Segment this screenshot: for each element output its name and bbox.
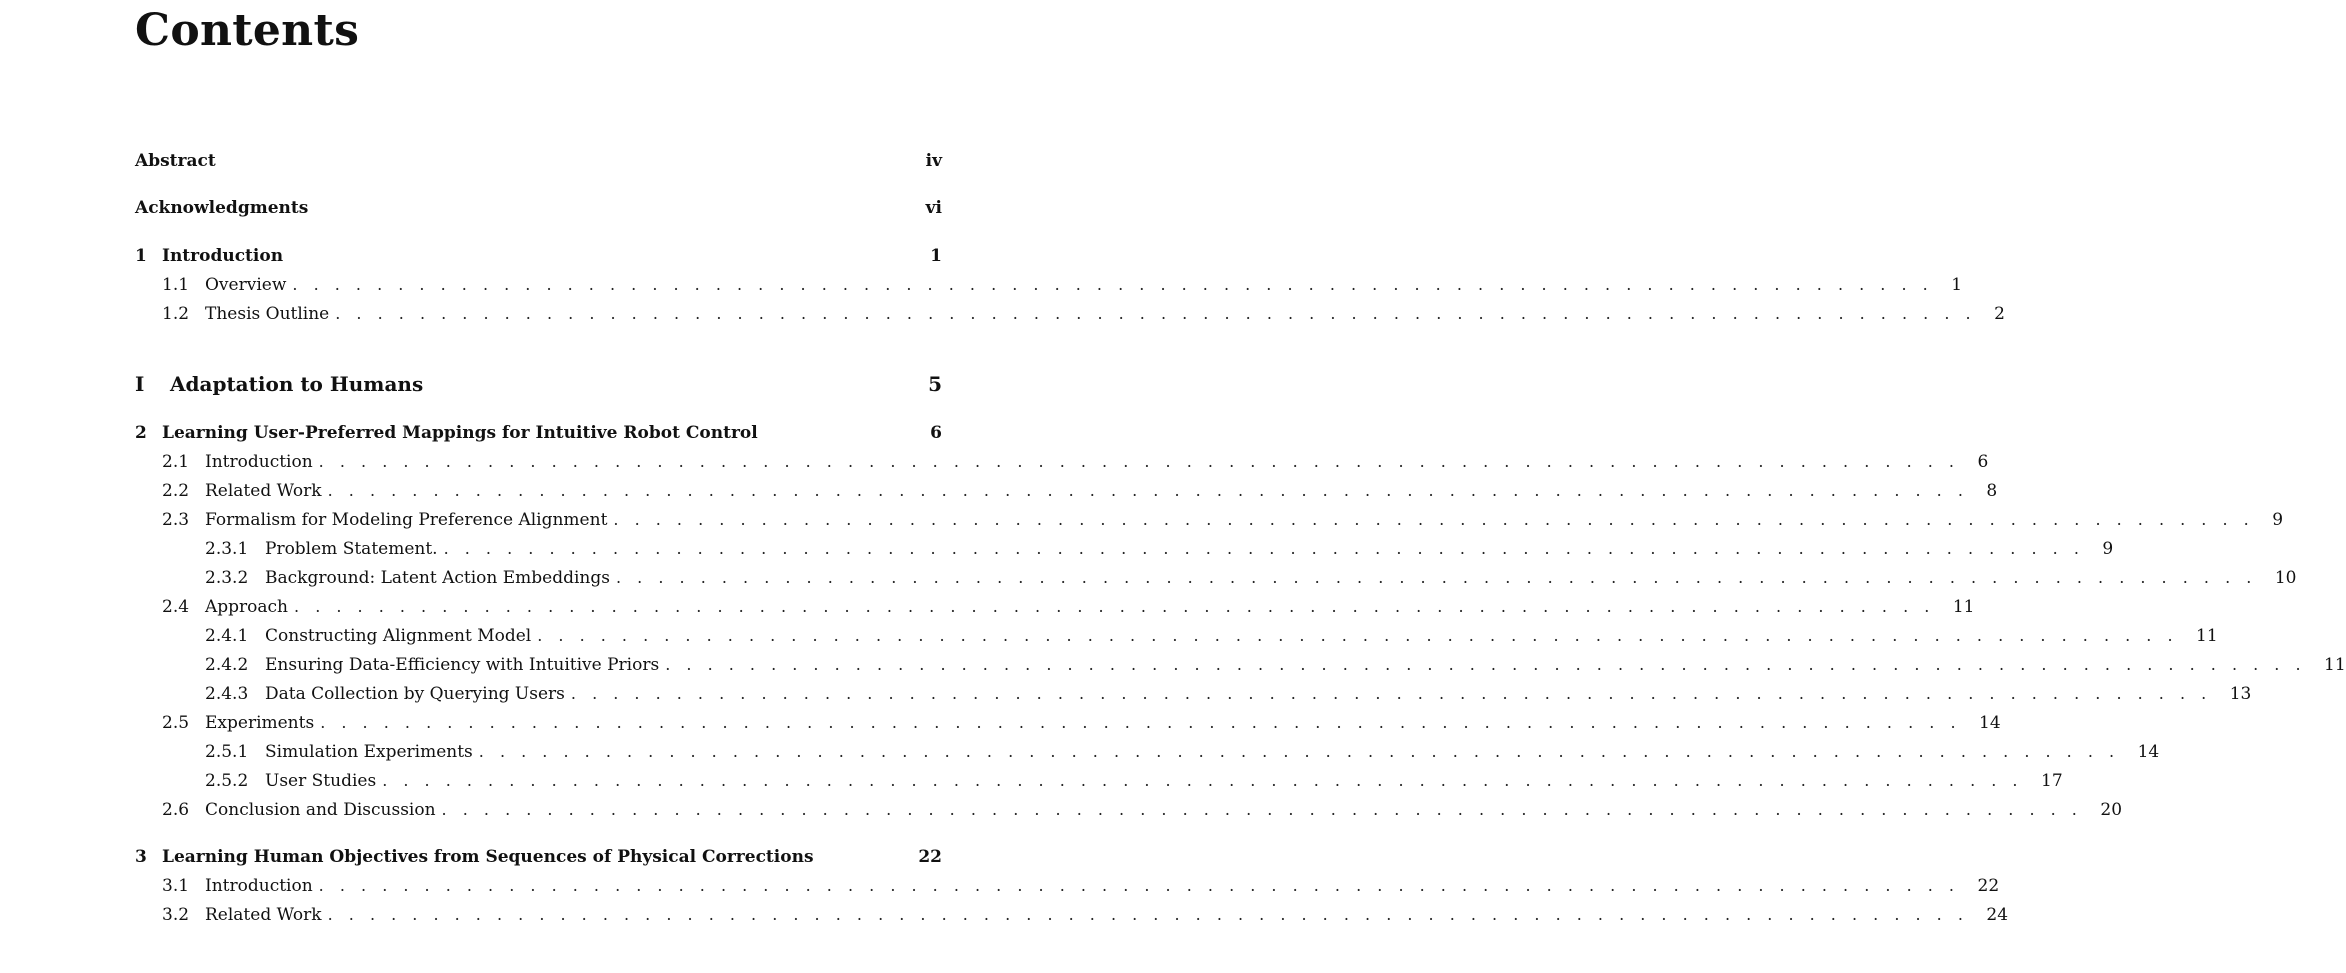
toc-dot-leader: . . . . . . . . . . . . . . . . . . . . . . . . . . . . . . . . . . . . . . . . . . . . . . . . . . . . . . . . . . . . . . . . . . . . . . . . . . . . . . [443,539,2085,558]
toc-dot-leader: . . . . . . . . . . . . . . . . . . . . . . . . . . . . . . . . . . . . . . . . . . . . . . . . . . . . . . . . . . . . . . . . . . . . . . . . . . . . . . [570,684,2212,703]
toc-page-number: 5 [928,372,942,396]
toc-page-number: 1 [930,246,942,266]
toc-dot-leader: . . . . . . . . . . . . . . . . . . . . . . . . . . . . . . . . . . . . . . . . . . . . . . . . . . . . . . . . . . . . . . . . . . . . . . . . . . . . . . [318,452,1960,471]
toc-section-number: 2.3 [162,510,190,530]
toc-section-3-1[interactable] [135,876,2000,900]
toc-subsection-2-4-2[interactable] [135,655,2346,679]
toc-dot-leader: . . . . . . . . . . . . . . . . . . . . . . . . . . . . . . . . . . . . . . . . . . . . . . . . . . . . . . . . . . . . . . . . . . . . . . . . . . . . . . [441,800,2083,819]
toc-page-number: 14 [2137,742,2160,762]
toc-section-number: 1.1 [162,275,190,295]
toc-page-number: 8 [1986,481,1998,501]
toc-subsection-number: 2.4.3 [205,684,249,704]
toc-subsection-number: 2.4.1 [205,626,249,646]
toc-page-number: 20 [2100,800,2123,820]
toc-page-number: 24 [1986,905,2009,925]
toc-page-number: 11 [2196,626,2218,646]
toc-entry-title: Related Work [205,481,322,501]
toc-subsection-number: 2.3.1 [205,539,249,559]
toc-subsection-2-5-2[interactable] [135,771,2063,795]
toc-section-2-5[interactable] [135,713,2001,737]
toc-dot-leader: . . . . . . . . . . . . . . . . . . . . . . . . . . . . . . . . . . . . . . . . . . . . . . . . . . . . . . . . . . . . . . . . . . . . . . . . . . . . . . [327,905,1969,924]
toc-entry-title: Introduction [162,246,284,266]
toc-page-number: 17 [2041,771,2063,791]
toc-section-number: 2.6 [162,800,190,820]
toc-subsection-2-5-1[interactable] [135,742,2160,766]
toc-dot-leader: . . . . . . . . . . . . . . . . . . . . . . . . . . . . . . . . . . . . . . . . . . . . . . . . . . . . . . . . . . . . . . . . . . . . . . . . . . . . . . [327,481,1969,500]
toc-chapter-3[interactable] [135,847,942,871]
toc-section-number: 3.2 [162,905,190,925]
toc-entry-title: Approach [205,597,289,617]
toc-entry-title: Problem Statement. [265,539,438,559]
toc-page-number: 2 [1994,304,2005,324]
toc-section-1-1[interactable] [135,275,1963,299]
toc-page-number: 13 [2229,684,2252,704]
toc-chapter-number: 3 [135,847,147,867]
toc-page-number: 11 [2324,655,2346,675]
toc-entry-title: Introduction [205,876,313,896]
toc-section-2-3[interactable] [135,510,2284,534]
toc-dot-leader: . . . . . . . . . . . . . . . . . . . . . . . . . . . . . . . . . . . . . . . . . . . . . . . . . . . . . . . . . . . . . . . . . . . . . . . . . . . . . . [320,713,1962,732]
toc-section-number: 2.5 [162,713,190,733]
toc-section-2-1[interactable] [135,452,1989,476]
toc-entry-title: Conclusion and Discussion [205,800,436,820]
toc-subsection-2-4-3[interactable] [135,684,2252,708]
toc-subsection-2-4-1[interactable] [135,626,2218,650]
toc-chapter-number: 1 [135,246,147,266]
toc-section-number: 2.2 [162,481,190,501]
toc-entry-title: Simulation Experiments [265,742,473,762]
toc-page-number: 6 [1977,452,1989,472]
toc-subsection-number: 2.5.1 [205,742,249,762]
toc-section-1-2[interactable] [135,304,2005,328]
toc-page-number: 11 [1952,597,1975,617]
toc-dot-leader: . . . . . . . . . . . . . . . . . . . . . . . . . . . . . . . . . . . . . . . . . . . . . . . . . . . . . . . . . . . . . . . . . . . . . . . . . . . . . . [665,655,2307,674]
toc-entry-title: Abstract [135,151,216,171]
toc-entry-acknowledgments[interactable] [135,198,942,222]
toc-page-number: 10 [2274,568,2297,588]
toc-section-2-6[interactable] [135,800,2123,824]
toc-section-number: 2.1 [162,452,190,472]
toc-part-1[interactable] [135,372,942,396]
toc-section-number: 1.2 [162,304,190,324]
toc-dot-leader: . . . . . . . . . . . . . . . . . . . . . . . . . . . . . . . . . . . . . . . . . . . . . . . . . . . . . . . . . . . . . . . . . . . . . . . . . . . . . . [613,510,2255,529]
toc-subsection-number: 2.5.2 [205,771,249,791]
toc-section-number: 3.1 [162,876,190,896]
toc-entry-title: Learning Human Objectives from Sequences of Physical Corrections [162,847,814,867]
toc-part-number: I [135,372,145,396]
toc-entry-title: Ensuring Data-Efficiency with Intuitive Priors [265,655,660,675]
toc-section-number: 2.4 [162,597,190,617]
toc-subsection-2-3-2[interactable] [135,568,2297,592]
toc-entry-title: Introduction [205,452,313,472]
toc-entry-title: Experiments [205,713,315,733]
toc-entry-title: User Studies [265,771,377,791]
toc-page-number: 14 [1979,713,2001,733]
toc-chapter-number: 2 [135,423,147,443]
toc-dot-leader: . . . . . . . . . . . . . . . . . . . . . . . . . . . . . . . . . . . . . . . . . . . . . . . . . . . . . . . . . . . . . . . . . . . . . . . . . . . . . . [318,876,1960,895]
toc-dot-leader: . . . . . . . . . . . . . . . . . . . . . . . . . . . . . . . . . . . . . . . . . . . . . . . . . . . . . . . . . . . . . . . . . . . . . . . . . . . . . . [292,275,1934,294]
toc-page-number: 22 [918,847,942,867]
toc-section-2-4[interactable] [135,597,1975,621]
toc-subsection-2-3-1[interactable] [135,539,2114,563]
toc-subsection-number: 2.3.2 [205,568,249,588]
toc-entry-title: Overview [205,275,287,295]
toc-page-number: 9 [2272,510,2284,530]
page-title: Contents [135,5,360,56]
toc-page-number: 6 [930,423,942,443]
toc-entry-title: Thesis Outline [205,304,330,324]
toc-page-number: 9 [2102,539,2114,559]
toc-dot-leader: . . . . . . . . . . . . . . . . . . . . . . . . . . . . . . . . . . . . . . . . . . . . . . . . . . . . . . . . . . . . . . . . . . . . . . . . . . . . . . [294,597,1935,616]
toc-page-number: 22 [1977,876,2000,896]
toc-entry-title: Data Collection by Querying Users [265,684,565,704]
toc-dot-leader: . . . . . . . . . . . . . . . . . . . . . . . . . . . . . . . . . . . . . . . . . . . . . . . . . . . . . . . . . . . . . . . . . . . . . . . . . . . . . . [382,771,2024,790]
toc-chapter-1[interactable] [135,246,942,270]
toc-section-3-2[interactable] [135,905,2009,929]
toc-entry-title: Constructing Alignment Model [265,626,532,646]
toc-page-number: iv [925,151,942,171]
toc-page-number: 1 [1951,275,1963,295]
toc-subsection-number: 2.4.2 [205,655,249,675]
toc-dot-leader: . . . . . . . . . . . . . . . . . . . . . . . . . . . . . . . . . . . . . . . . . . . . . . . . . . . . . . . . . . . . . . . . . . . . . . . . . . . . . . [478,742,2120,761]
toc-dot-leader: . . . . . . . . . . . . . . . . . . . . . . . . . . . . . . . . . . . . . . . . . . . . . . . . . . . . . . . . . . . . . . . . . . . . . . . . . . . . . . [616,568,2257,587]
toc-entry-title: Adaptation to Humans [170,372,424,396]
toc-entry-title: Formalism for Modeling Preference Alignment [205,510,608,530]
toc-entry-abstract[interactable] [135,151,942,175]
toc-chapter-2[interactable] [135,423,942,447]
toc-entry-title: Learning User-Preferred Mappings for Intuitive Robot Control [162,423,758,443]
toc-dot-leader: . . . . . . . . . . . . . . . . . . . . . . . . . . . . . . . . . . . . . . . . . . . . . . . . . . . . . . . . . . . . . . . . . . . . . . . . . . . . . . [537,626,2179,645]
toc-dot-leader: . . . . . . . . . . . . . . . . . . . . . . . . . . . . . . . . . . . . . . . . . . . . . . . . . . . . . . . . . . . . . . . . . . . . . . . . . . . . . . [335,304,1977,323]
toc-entry-title: Acknowledgments [135,198,309,218]
toc-page-number: vi [925,198,942,218]
toc-section-2-2[interactable] [135,481,1998,505]
toc-entry-title: Background: Latent Action Embeddings [265,568,610,588]
toc-entry-title: Related Work [205,905,322,925]
